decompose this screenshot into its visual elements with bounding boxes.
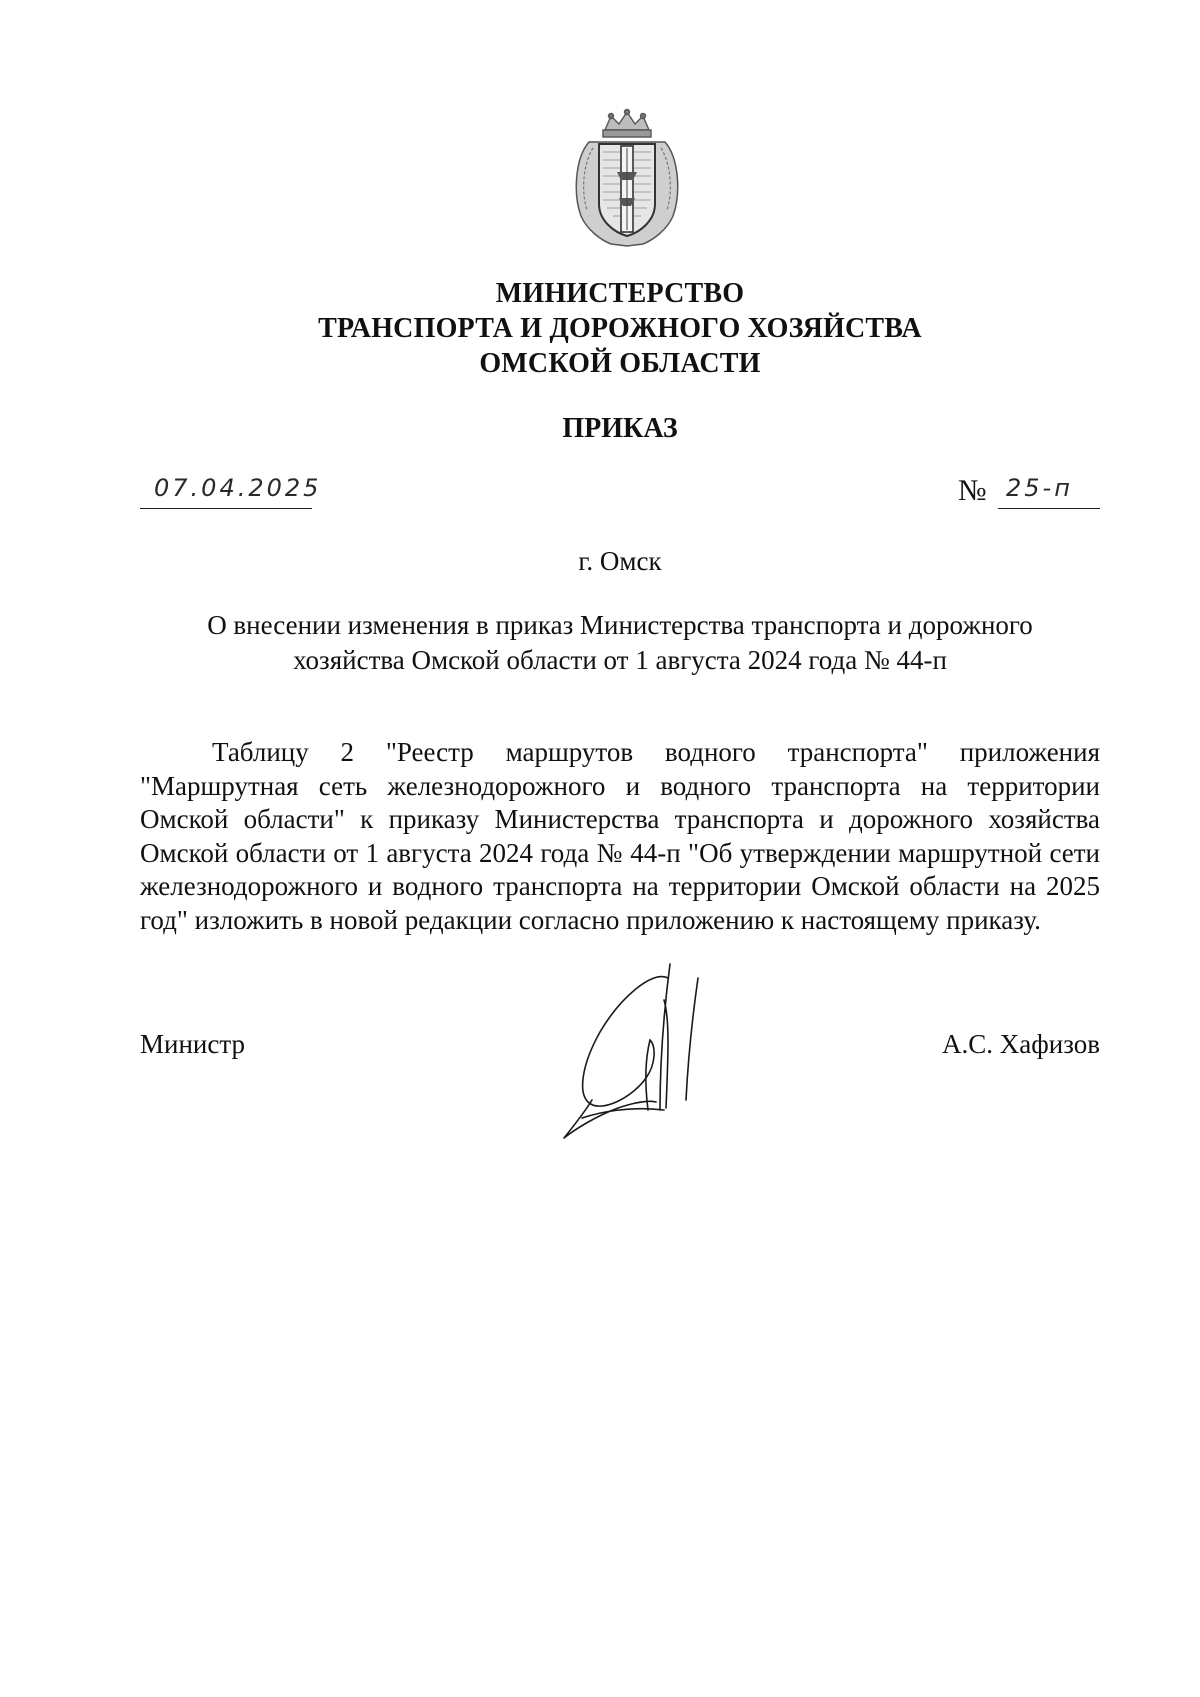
signatory-name: А.С. Хафизов [942,1029,1100,1059]
subject-line-1: О внесении изменения в приказ Министерства транспорта и дорожного [207,610,1033,640]
ministry-line-1: МИНИСТЕРСТВО [495,278,745,309]
body-paragraph: Таблицу 2 "Реестр маршрутов водного транспорта" приложения "Маршрутная сеть железнодорожного и водного транспорта на территории Омской области" к приказу Министерства транспорта и дорожного хозяйства Омской области от 1 августа 2024 года № 44-п "Об утверждении маршрутной сети железнодорожного и водного транспорта на территории Омской области на 2025 год" изложить в новой редакции согласно приложению к настоящему приказу. [140,737,1100,935]
document-number [958,474,1100,508]
signature-icon [560,960,760,1150]
city: г. Омск [578,546,662,576]
ministry-line-3: ОМСКОЙ ОБЛАСТИ [479,348,761,379]
coat-of-arms-icon [567,108,687,248]
number-field [998,474,1100,509]
document-subject [140,608,1100,678]
date-value: 07.04.2025 [154,474,322,502]
number-sign: № [958,474,987,507]
subject-line-2: хозяйства Омской области от 1 августа 2024 года № 44-п [293,645,947,675]
document-type: ПРИКАЗ [562,413,678,444]
ministry-line-2: ТРАНСПОРТА И ДОРОЖНОГО ХОЗЯЙСТВА [318,313,922,344]
ministry-name [0,276,1200,381]
date-field [140,474,322,509]
signatory-title: Министр [140,1029,245,1059]
number-value: 25-п [1006,474,1073,502]
